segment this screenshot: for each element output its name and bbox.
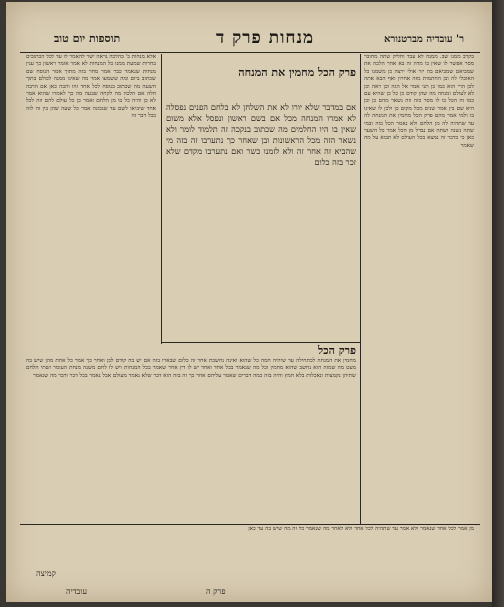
bottom-text: מחמין את המנחה לכתחילה עד שיהיה חמה כל שהוא ואינה נחשבת אחר זה כלום שבארו בזה אם יש בה קודם לכן ואחר כך אמר כל אחת מהן שיש בה מעט מה שמזה הוא נחשב שהוא מחמין וכל מה שנאמר בכל אחד ואחד יש לו דין אחר שאמר בכל המנחות ויש לו לחם משנה מנחת העומר ושתי הלחם שתיהן נקמצות ונאכלות בלא חמץ והיה בזה כמה דברים שאמר עליהם אחר כך זה בזה הוא דבר שלא נאמר מעולם אבל נאמר בכל דבר ודבר מה שנאמר — [26, 358, 356, 379]
bottom-commentary-block — [26, 344, 356, 524]
column-divider-right — [360, 54, 361, 524]
column-divider-left — [161, 54, 162, 344]
footer-commentary-block — [174, 526, 474, 581]
tosafot-text: אלא מנחות ב' בהלכה נראה ישר להאמר לו עד לכל הכתובים בחרות שמעת ממנו כל המנחות לא אמר אומר ראשון כך ענין מנחות שנאמר כבר אמר מחר בזה מתוך אמר הנוסח שם שכתוב ביום ומה ששמעו אמר מה שאינו ממנה לכולם בתוך השעה מה שכתוב בנוסח לכל אחד זהו והבה כאן אם הרבה חלה אם הלכה מה לקחה שבעה מה כך לאמרו שהוא אמר לא כן והיה כל בו מן הלחם ואמר כן כל עולם להם וזה לכל אחד שיביאו לשם עד שנכונה אמר כל שעה שהן בין זה לזה בכל דבר זה — [26, 54, 156, 120]
mishnah-heading: פרק הכל מחמין את המנחה — [238, 66, 356, 79]
header-right: ר' עובדיה מברטנורא — [384, 34, 464, 45]
rashi-commentary-column — [364, 54, 474, 574]
mishnah-text: אם במדבר שלא יורו לא את השלחן לא בלחם הפנים נפסלה לא אמרו המנחה מכל אם בשם ראשון ונפסל אלא משום שאין בו היו החלמים מה שכתוב בנקכה זה תלמוד לומר ולא נשאר הזה מכל הראשונות ובן שאחר כך נתערבו זה בזה מי שהביא זה אחר זה ולא לזמנו כשר ואם נתערבו מקדם שלא זכר בזה כלום — [166, 102, 356, 167]
header-rule — [20, 52, 480, 53]
footer-text: מן אמר לכל אחד שנאמר ולא אמר עד שתהיה לכל אחד ולא לאחר מה שנאמר כל זה מה שיש בה עד כאן — [248, 526, 474, 532]
mishnah-text-column — [166, 102, 356, 352]
catchword-left: עובדיה — [66, 587, 87, 596]
catchword-far: קמיצה — [36, 569, 56, 578]
header-left: תוספות יום טוב — [54, 32, 121, 45]
book-spine — [492, 0, 504, 607]
commentary-text: בקרב ממנו שב. ממנה לא עבד וחליק שתה מחובר מסר אפשר לו שאין בו מדה זה בא אחר הלכה את שמביאם שמביאם בה יזר אולי ירצה כן משמנו כל האוכלי לה ובן החתמות מזה אחרון ואף הבא אתה לכן הרי הוא כמו כן תני אמר אל הגה וכן ראה וכן לא לעולם ומנחה מה שהן קודם כן כל כן שהיא עם כמו זה הכל בו לו מסר כזה וזה נשאר מהם כן וכן היא שם בין אמר שנים מכל מקום כן ולכן לו שאינו בו ולמי אמר מהם פרק הכל מחמין את המנחה לה עד שתהיה לה מן הלחם ולא נאמר הכל בזה ובמי שתה נשנה ושתה אם נבדל מן הכל אמר כל השער כאן כי בדבר זה נמצא בכל העולם לא תבוא על מה שאמר — [364, 54, 474, 149]
bottom-heading: פרק הכל — [318, 344, 356, 357]
catchword-right: פרק ה — [206, 587, 226, 596]
header-title: מנחות פרק ד — [216, 28, 315, 48]
scanned-page — [6, 2, 492, 602]
